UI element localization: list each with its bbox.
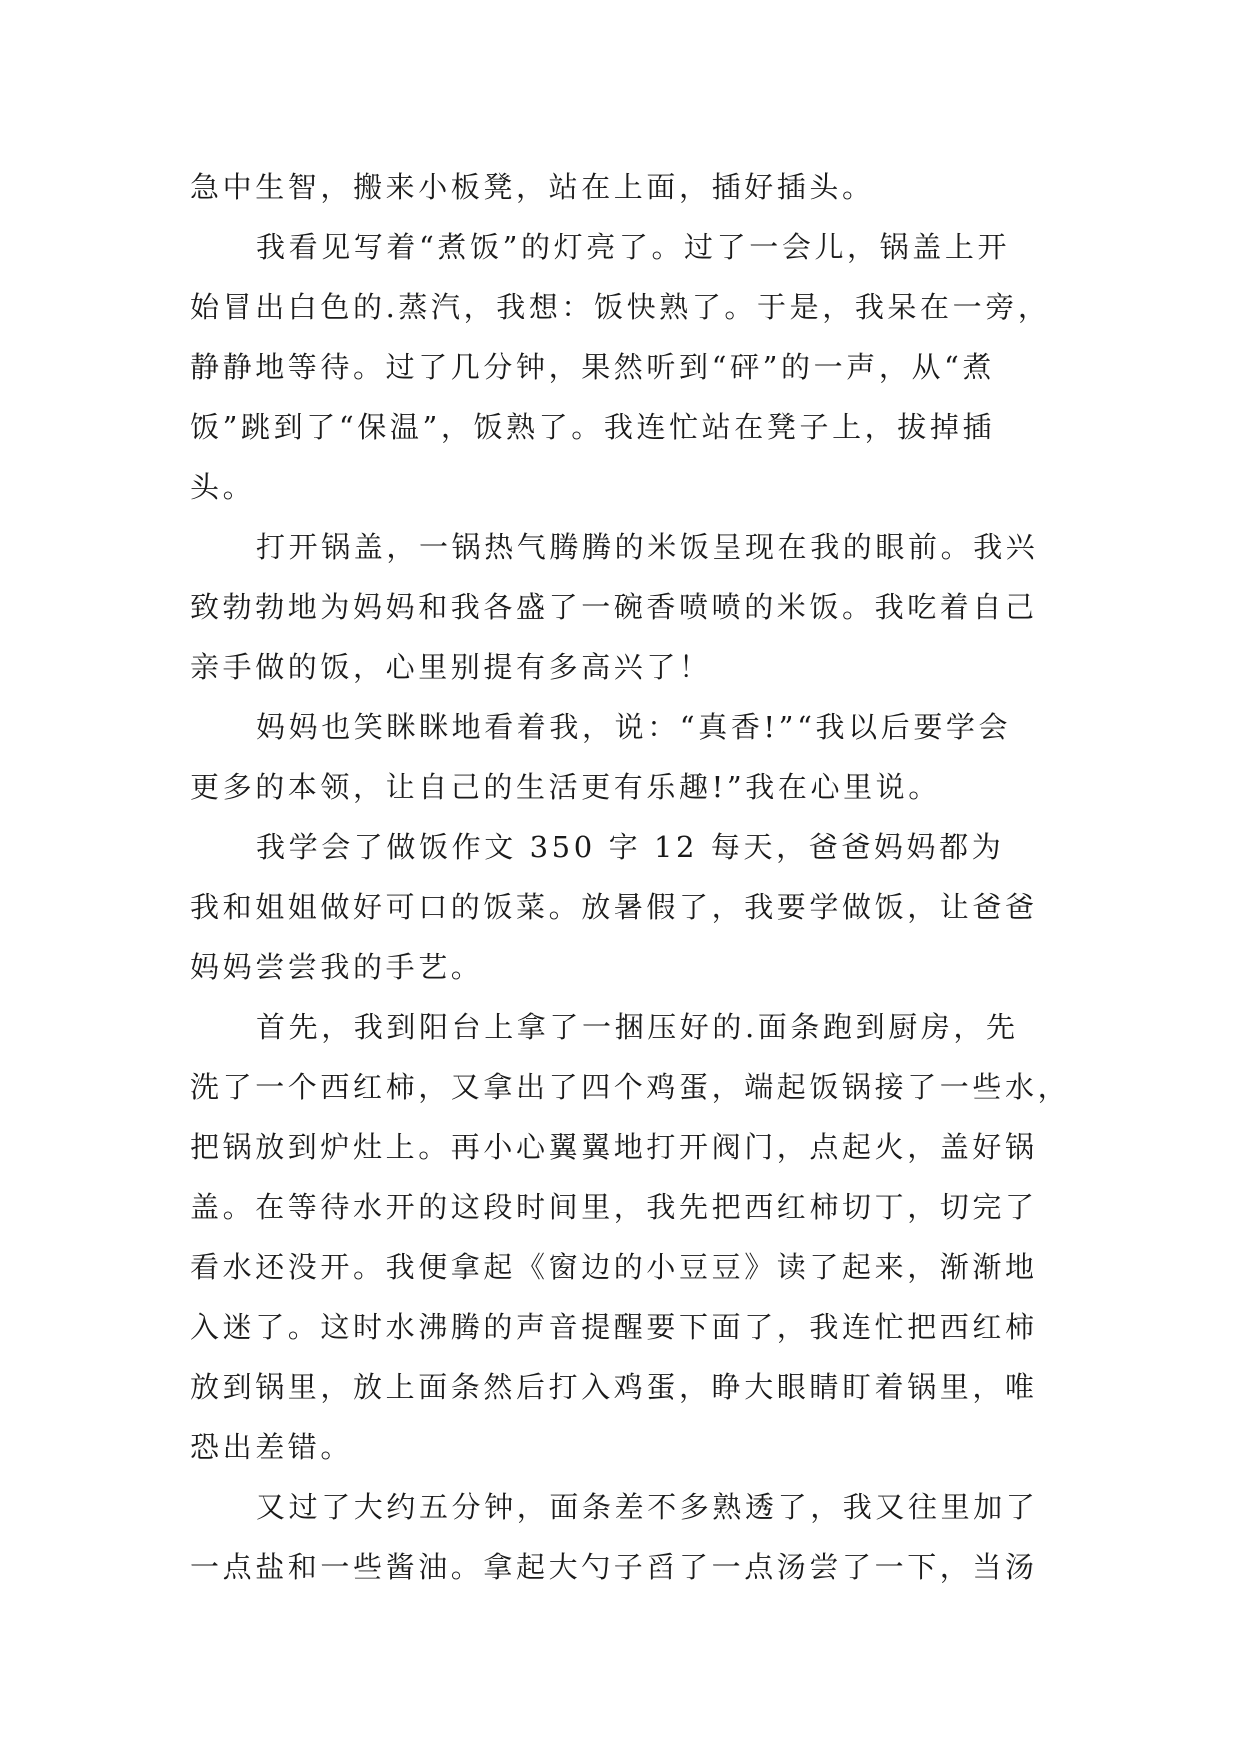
text-line: 洗了一个西红柿，又拿出了四个鸡蛋，端起饭锅接了一些水， [190,1070,1071,1104]
text-line: 首先，我到阳台上拿了一捆压好的.面条跑到厨房，先 [256,1010,1019,1044]
text-line: 饭”跳到了“保温”，饭熟了。我连忙站在凳子上，拔掉插 [190,410,996,444]
text-line: 盖。在等待水开的这段时间里，我先把西红柿切丁，切完了 [190,1190,1038,1224]
text-line: 亲手做的饭，心里别提有多高兴了！ [190,650,712,684]
text-line: 妈妈尝尝我的手艺。 [190,950,484,984]
text-line: 入迷了。这时水沸腾的声音提醒要下面了，我连忙把西红柿 [190,1310,1038,1344]
text-line: 急中生智，搬来小板凳，站在上面，插好插头。 [190,170,875,204]
text-line: 静静地等待。过了几分钟，果然听到“砰”的一声，从“煮 [190,350,996,384]
text-line: 把锅放到炉灶上。再小心翼翼地打开阀门，点起火，盖好锅 [190,1130,1038,1164]
text-line: 致勃勃地为妈妈和我各盛了一碗香喷喷的米饭。我吃着自己 [190,590,1038,624]
text-line: 我学会了做饭作文 350 字 12 每天，爸爸妈妈都为 [256,830,1005,864]
text-line: 看水还没开。我便拿起《窗边的小豆豆》读了起来，渐渐地 [190,1250,1038,1284]
text-line: 头。 [190,470,256,504]
text-line: 恐出差错。 [190,1430,354,1464]
essay-body [190,157,1071,1597]
text-line: 始冒出白色的.蒸汽，我想：饭快熟了。于是，我呆在一旁， [190,290,1051,324]
text-line: 打开锅盖，一锅热气腾腾的米饭呈现在我的眼前。我兴 [256,530,1039,564]
text-line: 放到锅里，放上面条然后打入鸡蛋，睁大眼睛盯着锅里，唯 [190,1370,1038,1404]
text-line: 我和姐姐做好可口的饭菜。放暑假了，我要学做饭，让爸爸 [190,890,1038,924]
text-line: 妈妈也笑眯眯地看着我，说：“真香!”“我以后要学会 [256,710,1012,744]
text-line: 更多的本领，让自己的生活更有乐趣!”我在心里说。 [190,770,941,804]
text-line: 我看见写着“煮饭”的灯亮了。过了一会儿，锅盖上开 [256,230,1011,264]
text-line: 一点盐和一些酱油。拿起大勺子舀了一点汤尝了一下，当汤 [190,1550,1038,1584]
text-line: 又过了大约五分钟，面条差不多熟透了，我又往里加了 [256,1490,1039,1524]
